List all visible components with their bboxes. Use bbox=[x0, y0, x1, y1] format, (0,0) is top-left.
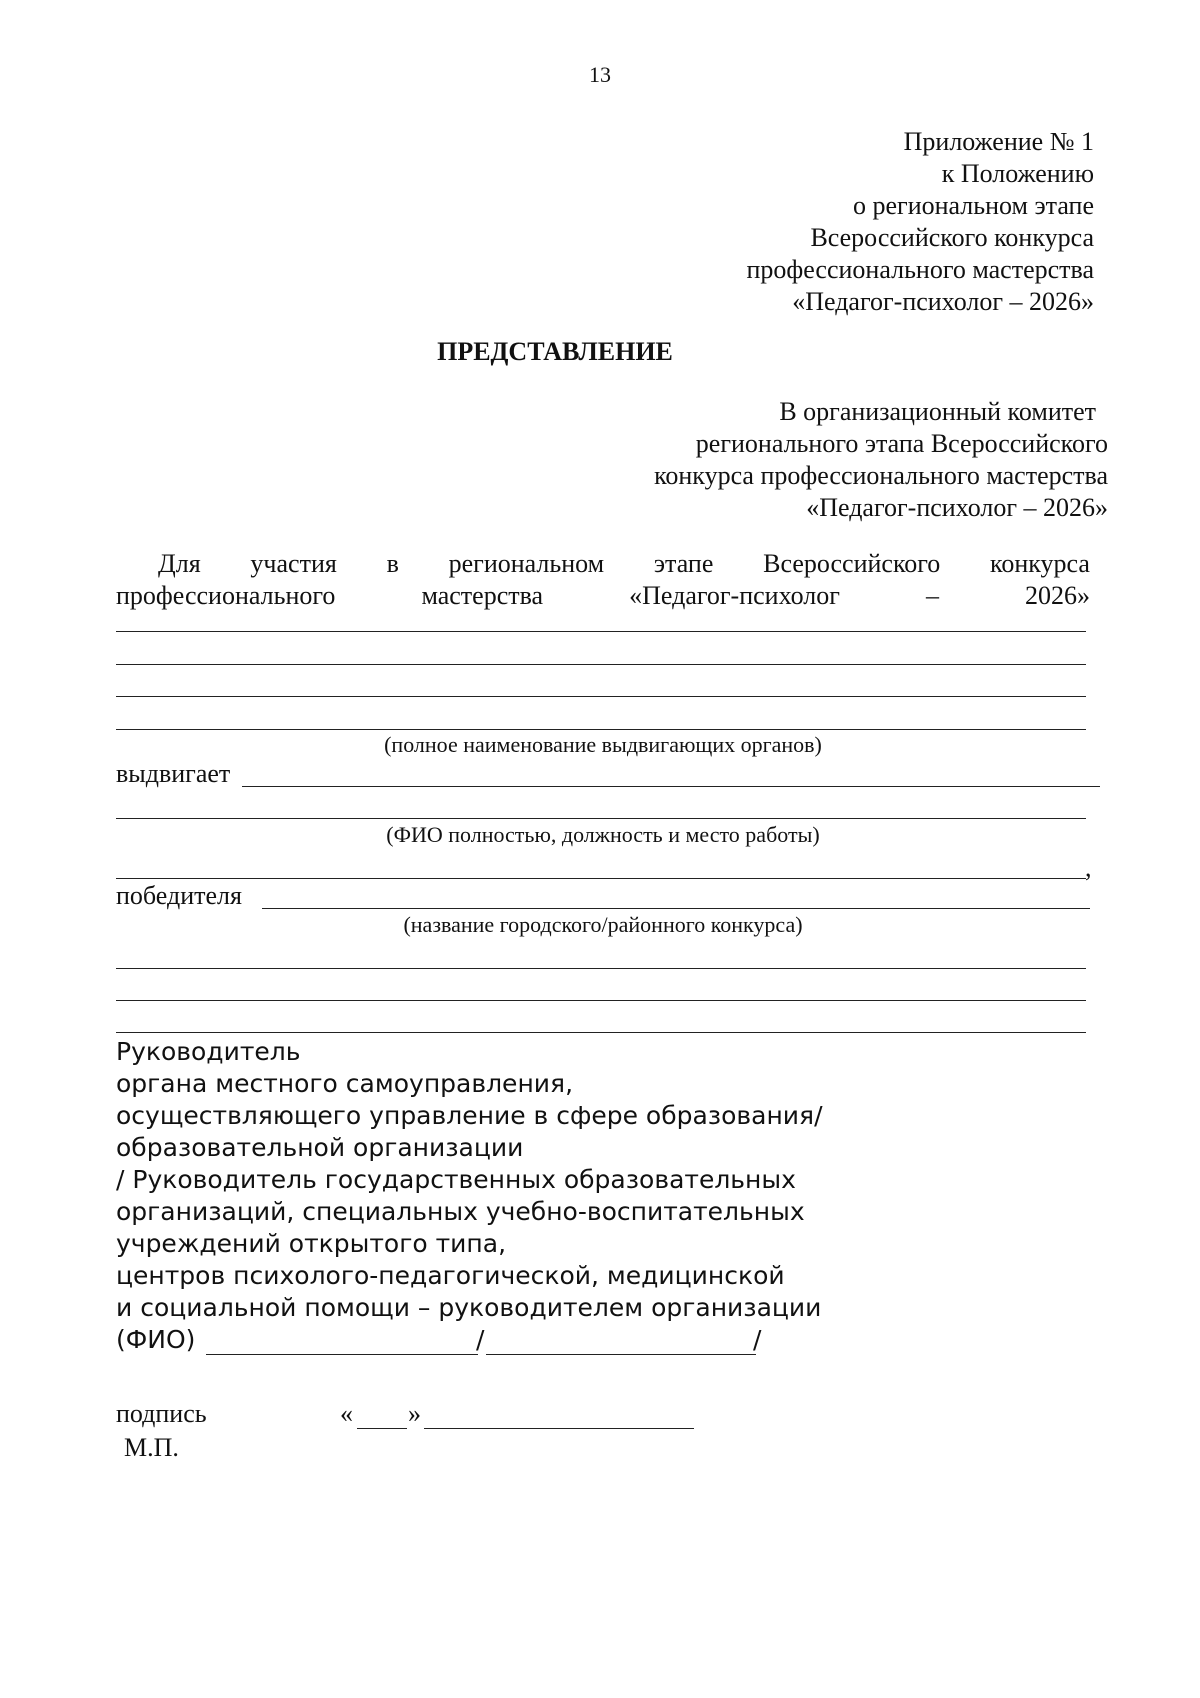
caption-contest: (название городского/районного конкурса) bbox=[403, 912, 803, 937]
document-title: ПРЕДСТАВЛЕНИЕ bbox=[437, 337, 673, 366]
fill-line-org-4[interactable] bbox=[116, 729, 1086, 730]
fill-line-nominee[interactable] bbox=[242, 786, 1100, 787]
intro-word: региональном bbox=[448, 549, 605, 578]
intro-word: в bbox=[386, 549, 399, 578]
signatory-line: и социальной помощи – руководителем организации bbox=[116, 1293, 822, 1322]
date-quote-close: » bbox=[408, 1399, 421, 1428]
addressee-line: В организационный комитет bbox=[779, 397, 1096, 426]
caption-org: (полное наименование выдвигающих органов) bbox=[384, 732, 822, 757]
appendix-line: о региональном этапе bbox=[853, 191, 1094, 220]
signatory-line: образовательной организации bbox=[116, 1133, 524, 1162]
fill-line-org-3[interactable] bbox=[116, 696, 1086, 697]
signatory-line: Руководитель bbox=[116, 1037, 301, 1066]
label-winner: победителя bbox=[116, 881, 242, 910]
caption-person: (ФИО полностью, должность и место работы) bbox=[386, 822, 820, 847]
comma: , bbox=[1085, 853, 1092, 882]
stamp-label: М.П. bbox=[124, 1433, 179, 1462]
appendix-line: Всероссийского конкурса bbox=[810, 223, 1094, 252]
fio-slash: / bbox=[476, 1325, 485, 1354]
intro-word: мастерства bbox=[421, 581, 544, 610]
intro-word: – bbox=[925, 581, 939, 610]
fill-line-contest-3[interactable] bbox=[116, 1000, 1086, 1001]
addressee-line: «Педагог-психолог – 2026» bbox=[806, 493, 1108, 522]
intro-word: «Педагог-психолог bbox=[629, 581, 840, 610]
intro-word: Всероссийского bbox=[763, 549, 941, 578]
fill-line-contest-4[interactable] bbox=[116, 1032, 1086, 1033]
signatory-line: центров психолого-педагогической, медицинской bbox=[116, 1261, 785, 1290]
fill-line-fio-2[interactable] bbox=[486, 1354, 756, 1355]
intro-word: профессионального bbox=[116, 581, 336, 610]
fill-line-contest-2[interactable] bbox=[116, 968, 1086, 969]
addressee-block bbox=[508, 396, 1108, 524]
fio-slash-end: / bbox=[753, 1325, 762, 1354]
signatory-line: органа местного самоуправления, bbox=[116, 1069, 574, 1098]
intro-word: этапе bbox=[653, 549, 714, 578]
fill-line-org-2[interactable] bbox=[116, 664, 1086, 665]
page-number: 13 bbox=[589, 62, 611, 87]
signatory-line: организаций, специальных учебно-воспитательных bbox=[116, 1197, 805, 1226]
fill-line-contest[interactable] bbox=[262, 908, 1090, 909]
signatory-block bbox=[116, 1036, 823, 1324]
appendix-line: «Педагог-психолог – 2026» bbox=[792, 287, 1094, 316]
intro-word: Для bbox=[158, 549, 201, 578]
intro-word: 2026» bbox=[1024, 581, 1090, 610]
fio-label: (ФИО) bbox=[116, 1325, 196, 1354]
fill-line-org-1[interactable] bbox=[116, 631, 1086, 632]
addressee-line: регионального этапа Всероссийского bbox=[695, 429, 1108, 458]
fill-line-date-day[interactable] bbox=[357, 1428, 407, 1429]
addressee-line: конкурса профессионального мастерства bbox=[654, 461, 1108, 490]
appendix-line: к Положению bbox=[941, 159, 1094, 188]
date-quote-open: « bbox=[340, 1399, 353, 1428]
appendix-block bbox=[494, 126, 1094, 318]
fill-line-date-month[interactable] bbox=[424, 1428, 694, 1429]
fill-line-nominee-2[interactable] bbox=[116, 818, 1086, 819]
signatory-line: / Руководитель государственных образовательных bbox=[116, 1165, 796, 1194]
label-nominates: выдвигает bbox=[116, 759, 231, 788]
fill-line-person-extra[interactable] bbox=[116, 878, 1086, 879]
appendix-line: профессионального мастерства bbox=[746, 255, 1094, 284]
signatory-line: осуществляющего управление в сфере образования/ bbox=[116, 1101, 823, 1130]
intro-word: участия bbox=[250, 549, 337, 578]
intro-line-1 bbox=[158, 548, 1090, 580]
intro-word: конкурса bbox=[990, 549, 1090, 578]
appendix-line: Приложение № 1 bbox=[903, 127, 1094, 156]
fill-line-fio-1[interactable] bbox=[206, 1354, 478, 1355]
signatory-line: учреждений открытого типа, bbox=[116, 1229, 507, 1258]
signature-label: подпись bbox=[116, 1399, 207, 1428]
intro-line-2 bbox=[116, 580, 1090, 612]
